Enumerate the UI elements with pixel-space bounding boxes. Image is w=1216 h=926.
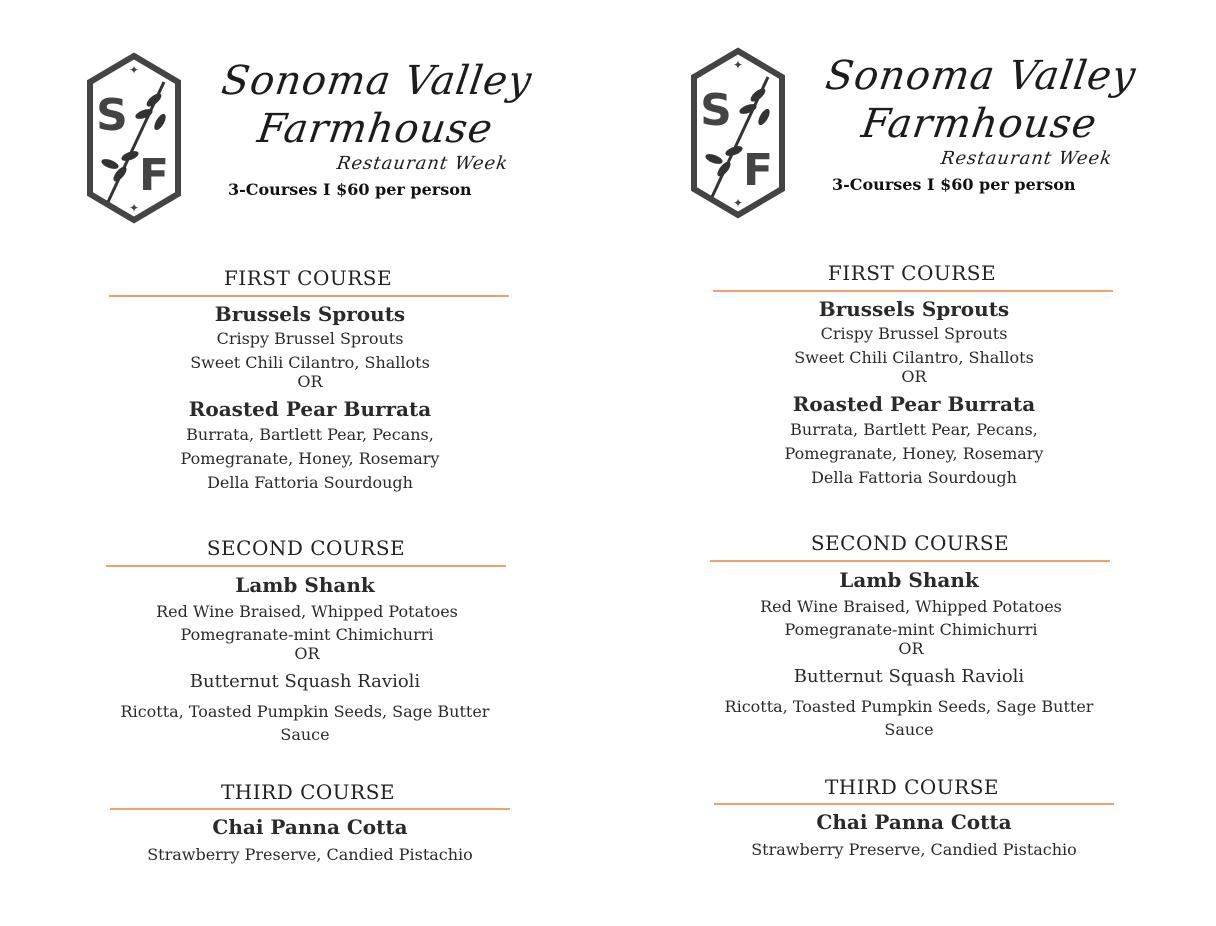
first-item2-name: Roasted Pear Burrata bbox=[188, 397, 432, 421]
first-item2-desc1: Burrata, Bartlett Pear, Pecans, bbox=[186, 425, 434, 444]
third-course-rule bbox=[110, 808, 510, 810]
second-item2-name: Butternut Squash Ravioli bbox=[793, 666, 1025, 687]
first-item2-desc1: Burrata, Bartlett Pear, Pecans, bbox=[790, 420, 1038, 439]
first-item2-desc3: Della Fattoria Sourdough bbox=[811, 468, 1017, 487]
first-course-title: FIRST COURSE bbox=[827, 261, 997, 285]
price-line: 3-Courses I $60 per person bbox=[228, 180, 472, 199]
svg-text:✦: ✦ bbox=[732, 196, 744, 210]
logo-letter-s: S bbox=[96, 90, 128, 141]
restaurant-name-line2: Farmhouse bbox=[254, 106, 496, 152]
svg-text:✦: ✦ bbox=[732, 58, 744, 72]
logo-letter-s: S bbox=[700, 85, 732, 136]
logo-letter-f: F bbox=[742, 145, 774, 196]
second-or: OR bbox=[294, 644, 320, 663]
third-course-title: THIRD COURSE bbox=[220, 780, 396, 804]
second-or: OR bbox=[898, 639, 924, 658]
third-course-title: THIRD COURSE bbox=[824, 775, 1000, 799]
first-course-rule bbox=[713, 290, 1113, 292]
restaurant-name-line2: Farmhouse bbox=[858, 101, 1100, 147]
first-item1-name: Brussels Sprouts bbox=[214, 302, 406, 326]
second-item2-desc1: Ricotta, Toasted Pumpkin Seeds, Sage Butter bbox=[120, 702, 490, 721]
first-course-rule bbox=[109, 295, 509, 297]
second-item1-desc1: Red Wine Braised, Whipped Potatoes bbox=[156, 602, 458, 621]
svg-text:✦: ✦ bbox=[128, 201, 140, 215]
event-name: Restaurant Week bbox=[939, 148, 1114, 169]
first-item1-desc1: Crispy Brussel Sprouts bbox=[820, 324, 1008, 343]
first-or: OR bbox=[297, 372, 323, 391]
second-course-rule bbox=[106, 565, 506, 567]
third-item1-name: Chai Panna Cotta bbox=[212, 815, 408, 839]
third-item1-desc1: Strawberry Preserve, Candied Pistachio bbox=[147, 845, 473, 864]
first-or: OR bbox=[901, 367, 927, 386]
second-item1-name: Lamb Shank bbox=[235, 573, 375, 597]
second-item2-name: Butternut Squash Ravioli bbox=[189, 671, 421, 692]
third-item1-desc1: Strawberry Preserve, Candied Pistachio bbox=[751, 840, 1077, 859]
sf-logo bbox=[688, 47, 788, 219]
first-item1-desc2: Sweet Chili Cilantro, Shallots bbox=[794, 348, 1034, 367]
second-item1-desc1: Red Wine Braised, Whipped Potatoes bbox=[760, 597, 1062, 616]
first-item2-desc2: Pomegranate, Honey, Rosemary bbox=[180, 449, 440, 468]
third-item1-name: Chai Panna Cotta bbox=[816, 810, 1012, 834]
second-item2-desc1: Ricotta, Toasted Pumpkin Seeds, Sage Butter bbox=[724, 697, 1094, 716]
first-item2-desc3: Della Fattoria Sourdough bbox=[207, 473, 413, 492]
second-course-rule bbox=[710, 560, 1110, 562]
second-item1-desc2: Pomegranate-mint Chimichurri bbox=[784, 620, 1038, 639]
first-course-title: FIRST COURSE bbox=[223, 266, 393, 290]
second-item2-desc2: Sauce bbox=[884, 720, 934, 739]
first-item2-name: Roasted Pear Burrata bbox=[792, 392, 1036, 416]
menu-page-right bbox=[604, 0, 1212, 921]
price-line: 3-Courses I $60 per person bbox=[832, 175, 1076, 194]
third-course-rule bbox=[714, 803, 1114, 805]
first-item1-name: Brussels Sprouts bbox=[818, 297, 1010, 321]
sf-logo bbox=[84, 52, 184, 224]
first-item2-desc2: Pomegranate, Honey, Rosemary bbox=[784, 444, 1044, 463]
first-item1-desc2: Sweet Chili Cilantro, Shallots bbox=[190, 353, 430, 372]
svg-text:✦: ✦ bbox=[128, 63, 140, 77]
second-course-title: SECOND COURSE bbox=[206, 536, 406, 560]
restaurant-name-line1: Sonoma Valley bbox=[218, 58, 535, 104]
logo-letter-f: F bbox=[138, 150, 170, 201]
event-name: Restaurant Week bbox=[335, 153, 510, 174]
second-item2-desc2: Sauce bbox=[280, 725, 330, 744]
second-course-title: SECOND COURSE bbox=[810, 531, 1010, 555]
second-item1-name: Lamb Shank bbox=[839, 568, 979, 592]
second-item1-desc2: Pomegranate-mint Chimichurri bbox=[180, 625, 434, 644]
first-item1-desc1: Crispy Brussel Sprouts bbox=[216, 329, 404, 348]
restaurant-name-line1: Sonoma Valley bbox=[822, 53, 1139, 99]
